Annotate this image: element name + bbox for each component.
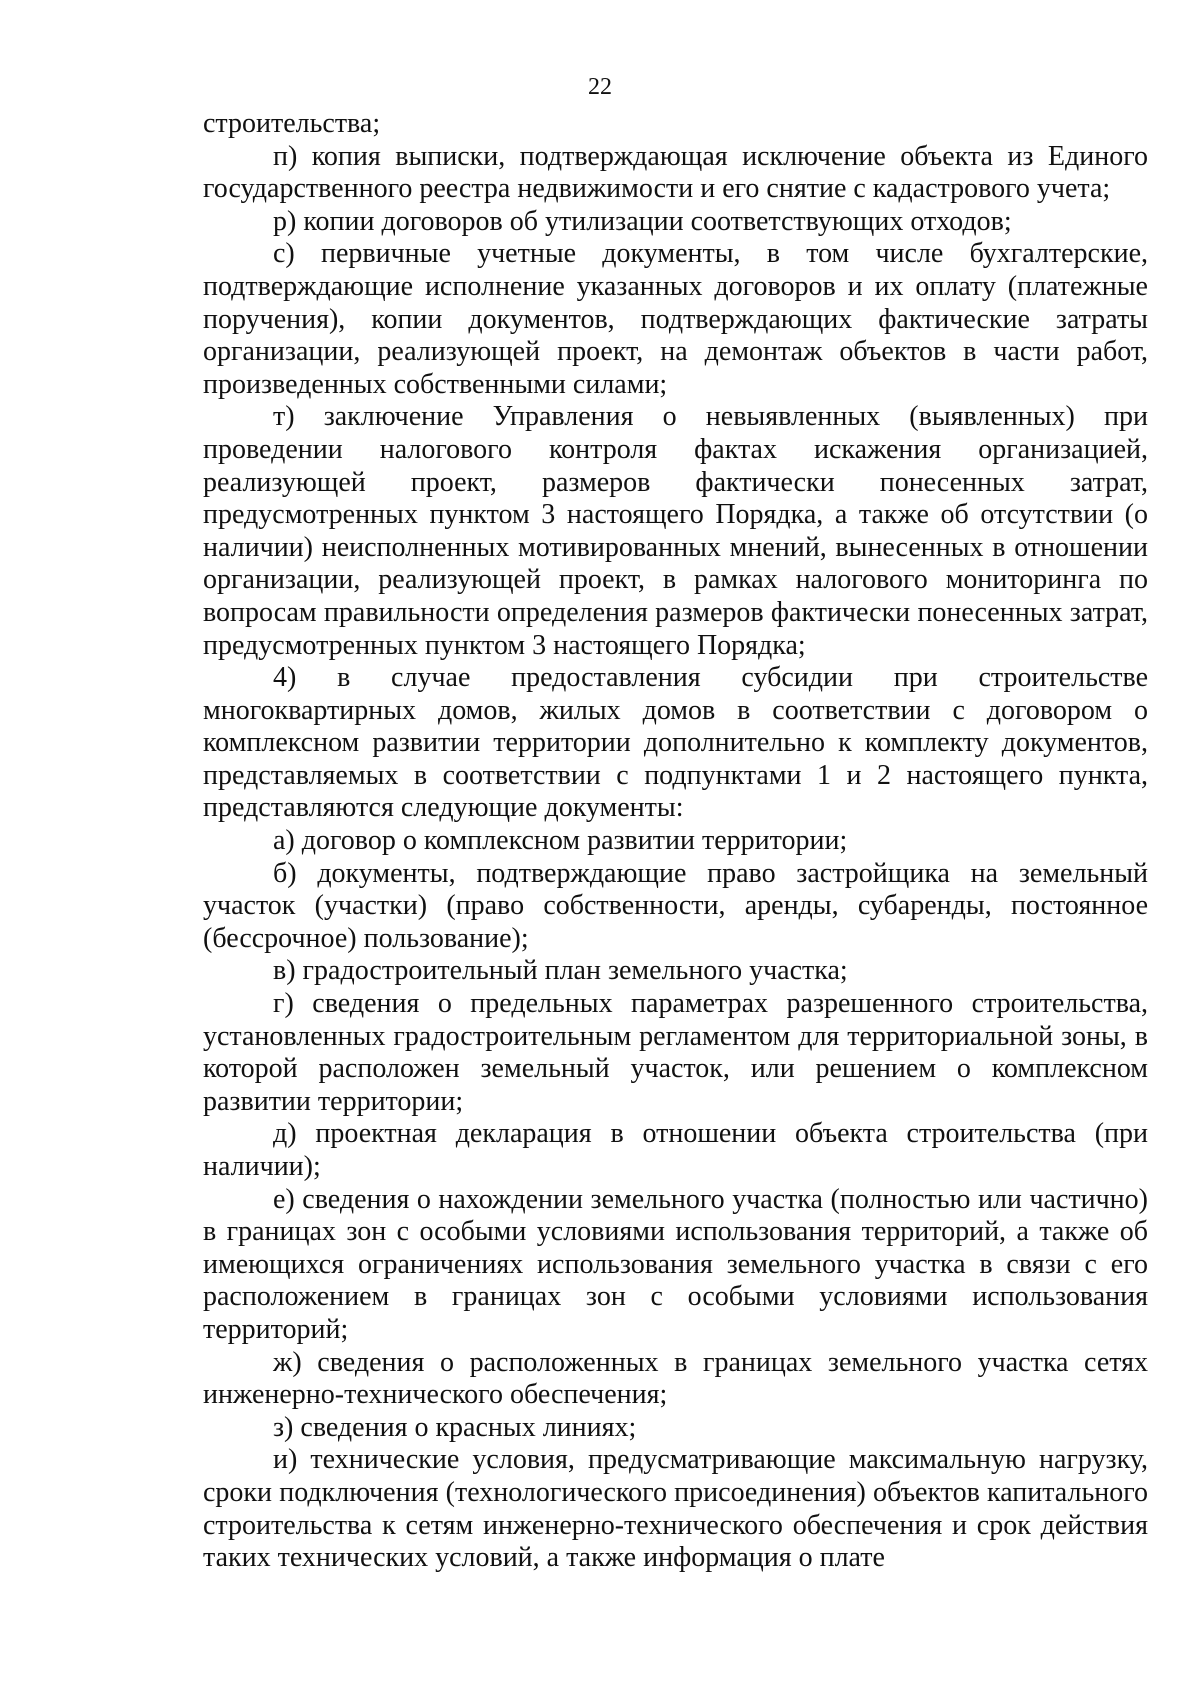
paragraph-item-i: и) технические условия, предусматривающие максимальную нагрузку, сроки подключения (технологического присоединения) объектов капитального строительства к сетям инженерно-технического обеспечения и срок действия таких технических условий, а также информация о плате — [203, 1444, 1148, 1574]
paragraph-item-p: п) копия выписки, подтверждающая исключение объекта из Единого государственного реестра недвижимости и его снятие с кадастрового учета; — [203, 140, 1148, 205]
paragraph-item-e: е) сведения о нахождении земельного участка (полностью или частично) в границах зон с особыми условиями использования территорий, а также об имеющихся ограничениях использования земельного участка в связи с его расположением в границах зон с особыми условиями использования территорий; — [203, 1183, 1148, 1345]
paragraph-item-d: д) проектная декларация в отношении объекта строительства (при наличии); — [203, 1118, 1148, 1182]
paragraph-item-a: а) договор о комплексном развитии территории; — [273, 825, 848, 857]
paragraph-item-r: р) копии договоров об утилизации соответствующих отходов; — [273, 205, 1012, 237]
paragraph-item-g: г) сведения о предельных параметрах разрешенного строительства, установленных градостроительным регламентом для территориальной зоны, в которой расположен земельный участок, или решением о комплексном развитии территории; — [203, 988, 1148, 1117]
paragraph-item-s: с) первичные учетные документы, в том числе бухгалтерские, подтверждающие исполнение указанных договоров и их оплату (платежные поручения), копии документов, подтверждающих фактические затраты организации, реализующей проект, на демонтаж объектов в части работ, произведенных собственными силами; — [203, 238, 1148, 400]
document-body — [203, 108, 1148, 1575]
paragraph-item-4: 4) в случае предоставления субсидии при строительстве многоквартирных домов, жилых домов в соответствии с договором о комплексном развитии территории дополнительно к комплекту документов, представляемых в соответствии с подпунктами 1 и 2 настоящего пункта, представляются следующие документы: — [203, 662, 1148, 824]
page-number: 22 — [588, 74, 612, 100]
paragraph-item-zh: ж) сведения о расположенных в границах земельного участка сетях инженерно-технического обеспечения; — [203, 1346, 1148, 1411]
paragraph-item-z: з) сведения о красных линиях; — [273, 1411, 637, 1443]
paragraph-item-v: в) градостроительный план земельного участка; — [273, 955, 848, 987]
paragraph-item-b: б) документы, подтверждающие право застройщика на земельный участок (участки) (право собственности, аренды, субаренды, постоянное (бессрочное) пользование); — [203, 857, 1148, 954]
paragraph-item-t: т) заключение Управления о невыявленных (выявленных) при проведении налогового контроля фактах искажения организацией, реализующей проект, размеров фактически понесенных затрат, предусмотренных пунктом 3 настоящего Порядка, а также об отсутствии (о наличии) неисполненных мотивированных мнений, вынесенных в отношении организации, реализующей проект, в рамках налогового мониторинга по вопросам правильности определения размеров фактически понесенных затрат, предусмотренных пунктом 3 настоящего Порядка; — [203, 401, 1148, 661]
paragraph-continuation: строительства; — [203, 108, 381, 139]
